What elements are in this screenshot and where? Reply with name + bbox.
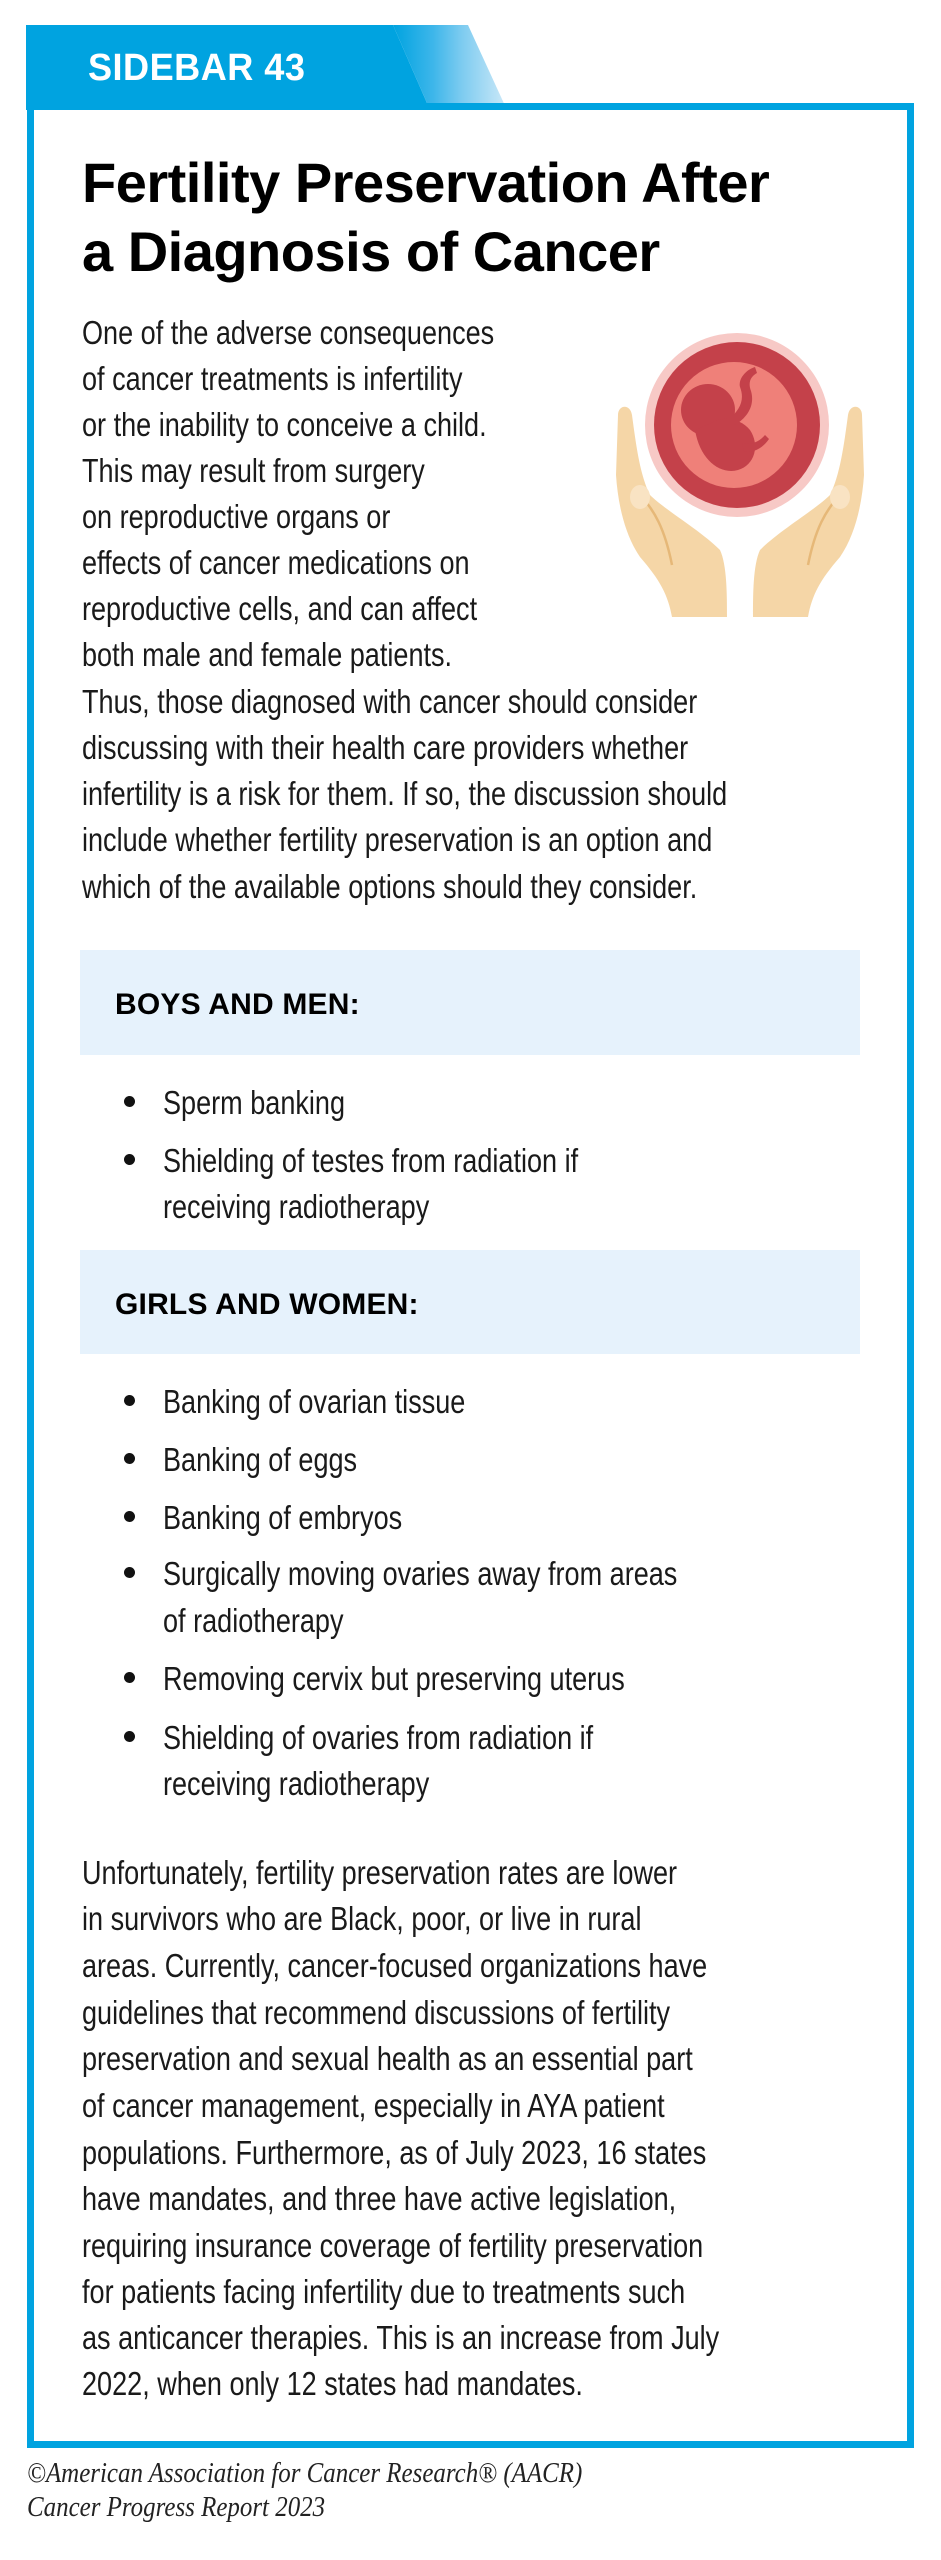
intro-line: This may result from surgery — [82, 452, 425, 489]
closing-line: populations. Furthermore, as of July 2023, 16 states — [82, 2134, 707, 2171]
intro-line: of cancer treatments is infertility — [82, 360, 463, 397]
intro-line: One of the adverse consequences — [82, 314, 495, 351]
list-item: Removing cervix but preserving uterus — [163, 1660, 625, 1697]
report-name: Cancer Progress Report 2023 — [27, 2491, 326, 2523]
bullet-icon — [124, 1731, 135, 1742]
section-header-boys-and-men — [80, 950, 860, 1055]
bullet-icon — [124, 1395, 135, 1406]
bullet-icon — [124, 1096, 135, 1107]
section-heading: BOYS AND MEN: — [115, 988, 360, 1021]
closing-line: in survivors who are Black, poor, or live in rural — [82, 1900, 642, 1937]
list-item: Banking of eggs — [163, 1441, 358, 1478]
closing-line: 2022, when only 12 states had mandates. — [82, 2365, 583, 2402]
bullet-icon — [124, 1154, 135, 1165]
closing-line: areas. Currently, cancer-focused organizations have — [82, 1947, 708, 1984]
list-item: Surgically moving ovaries away from areas — [163, 1555, 678, 1592]
bullet-icon — [124, 1672, 135, 1683]
list-item: Banking of ovarian tissue — [163, 1383, 466, 1420]
closing-line: of cancer management, especially in AYA patient — [82, 2087, 665, 2124]
list-item: Sperm banking — [163, 1084, 346, 1121]
list-item: Shielding of ovaries from radiation if — [163, 1719, 594, 1756]
closing-line: preservation and sexual health as an essential part — [82, 2040, 693, 2077]
intro-line: effects of cancer medications on — [82, 544, 470, 581]
closing-line: have mandates, and three have active legislation, — [82, 2180, 677, 2217]
list-item-continuation: receiving radiotherapy — [163, 1765, 430, 1802]
sidebar-tab — [26, 25, 506, 110]
list-item-continuation: receiving radiotherapy — [163, 1188, 430, 1225]
closing-line: for patients facing infertility due to treatments such — [82, 2273, 686, 2310]
hands-holding-fetus-icon — [610, 325, 870, 625]
intro-line: infertility is a risk for them. If so, the discussion should — [82, 775, 728, 812]
closing-line: as anticancer therapies. This is an increase from July — [82, 2319, 720, 2356]
list-item-continuation: of radiotherapy — [163, 1602, 344, 1639]
sidebar-number: SIDEBAR 43 — [88, 47, 306, 89]
intro-line: include whether fertility preservation is an option and — [82, 821, 713, 858]
intro-line: both male and female patients. — [82, 636, 453, 673]
page-title-line-1: Fertility Preservation After — [82, 151, 770, 214]
bullet-icon — [124, 1567, 135, 1578]
copyright-line: ©American Association for Cancer Research® (AACR) — [27, 2457, 583, 2489]
section-header-girls-and-women — [80, 1250, 860, 1354]
intro-line: Thus, those diagnosed with cancer should consider — [82, 683, 698, 720]
intro-line: reproductive cells, and can affect — [82, 590, 478, 627]
page-title-line-2: a Diagnosis of Cancer — [82, 220, 660, 283]
closing-line: guidelines that recommend discussions of fertility — [82, 1994, 671, 2031]
intro-line: discussing with their health care providers whether — [82, 729, 689, 766]
section-heading: GIRLS AND WOMEN: — [115, 1288, 419, 1321]
bullet-icon — [124, 1453, 135, 1464]
bullet-icon — [124, 1511, 135, 1522]
intro-line: on reproductive organs or — [82, 498, 391, 535]
list-item: Banking of embryos — [163, 1499, 403, 1536]
intro-line: or the inability to conceive a child. — [82, 406, 487, 443]
list-item: Shielding of testes from radiation if — [163, 1142, 579, 1179]
intro-line: which of the available options should they consider. — [82, 868, 698, 905]
closing-line: Unfortunately, fertility preservation rates are lower — [82, 1854, 678, 1891]
closing-line: requiring insurance coverage of fertility preservation — [82, 2227, 704, 2264]
